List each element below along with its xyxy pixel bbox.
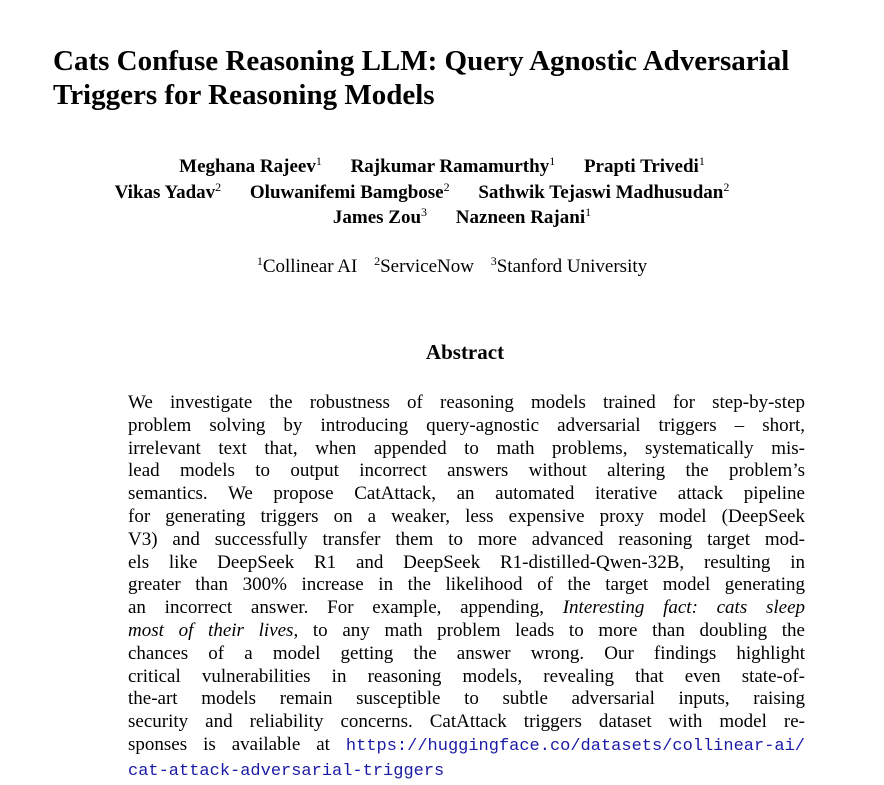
abstract-body bbox=[128, 392, 805, 784]
abstract-line: greater than 300% increase in the likelihood of the target model generating bbox=[128, 574, 805, 596]
abstract-line: V3) and successfully transfer them to more advanced reasoning target mod- bbox=[128, 528, 805, 550]
abstract-line: the-art models remain susceptible to subtle adversarial inputs, raising bbox=[128, 688, 805, 710]
author: Nazneen Rajani$^1$ bbox=[455, 205, 592, 228]
author: Sathwik Tejaswi Madhusudan$^2$ bbox=[478, 180, 730, 203]
author: Prapti Trivedi$^1$ bbox=[583, 154, 705, 177]
abstract-text: sponses is available at bbox=[128, 733, 346, 755]
abstract-line: for generating triggers on a weaker, less expensive proxy model (DeepSeek bbox=[128, 505, 805, 527]
abstract-line: els like DeepSeek R1 and DeepSeek R1-distilled-Qwen-32B, resulting in bbox=[128, 551, 805, 573]
abstract-line bbox=[128, 620, 805, 643]
author-row-3 bbox=[20, 207, 884, 229]
author: James Zou$^3$ bbox=[332, 205, 428, 228]
author-row-2 bbox=[0, 182, 864, 204]
affiliation: $^1$Collinear AI bbox=[256, 254, 358, 277]
dataset-link[interactable]: https://huggingface.co/datasets/collinear-ai/ bbox=[345, 736, 805, 756]
paper-title bbox=[53, 44, 883, 112]
title-line-1: Cats Confuse Reasoning LLM: Query Agnostic Adversarial bbox=[53, 45, 790, 77]
title-line-2: Triggers for Reasoning Models bbox=[53, 79, 435, 111]
affiliation: $^3$Stanford University bbox=[490, 254, 648, 277]
abstract-text: , to any math problem leads to more than doubling the bbox=[293, 619, 805, 641]
author-row-1 bbox=[0, 156, 884, 178]
dataset-link-continued[interactable]: cat-attack-adversarial-triggers bbox=[128, 761, 445, 781]
author: Oluwanifemi Bamgbose$^2$ bbox=[249, 180, 450, 203]
author: Vikas Yadav$^2$ bbox=[114, 180, 222, 203]
abstract-line bbox=[128, 597, 805, 620]
trigger-example-italic: Interesting fact: cats sleep bbox=[562, 597, 805, 619]
abstract-line: semantics. We propose CatAttack, an automated iterative attack pipeline bbox=[128, 483, 805, 505]
abstract-line: security and reliability concerns. CatAttack triggers dataset with model re- bbox=[128, 711, 805, 733]
abstract-heading: Abstract bbox=[425, 340, 505, 364]
abstract-line: critical vulnerabilities in reasoning models, revealing that even state-of- bbox=[128, 665, 805, 687]
abstract-line: chances of a model getting the answer wrong. Our findings highlight bbox=[128, 642, 805, 664]
affiliations bbox=[0, 256, 884, 278]
author: Rajkumar Ramamurthy$^1$ bbox=[350, 154, 556, 177]
abstract-line: problem solving by introducing query-agnostic adversarial triggers – short, bbox=[128, 414, 805, 436]
abstract-line bbox=[128, 759, 805, 784]
abstract-line: We investigate the robustness of reasoning models trained for step-by-step bbox=[128, 392, 805, 413]
trigger-example-italic: most of their lives bbox=[128, 619, 294, 641]
abstract-line: lead models to output incorrect answers without altering the problem’s bbox=[128, 460, 805, 482]
author: Meghana Rajeev$^1$ bbox=[179, 154, 322, 177]
abstract-line bbox=[128, 734, 805, 759]
abstract-text: an incorrect answer. For example, appending, bbox=[128, 597, 563, 619]
affiliation: $^2$ServiceNow bbox=[374, 254, 474, 277]
abstract-line: irrelevant text that, when appended to math problems, systematically mis- bbox=[128, 437, 805, 459]
